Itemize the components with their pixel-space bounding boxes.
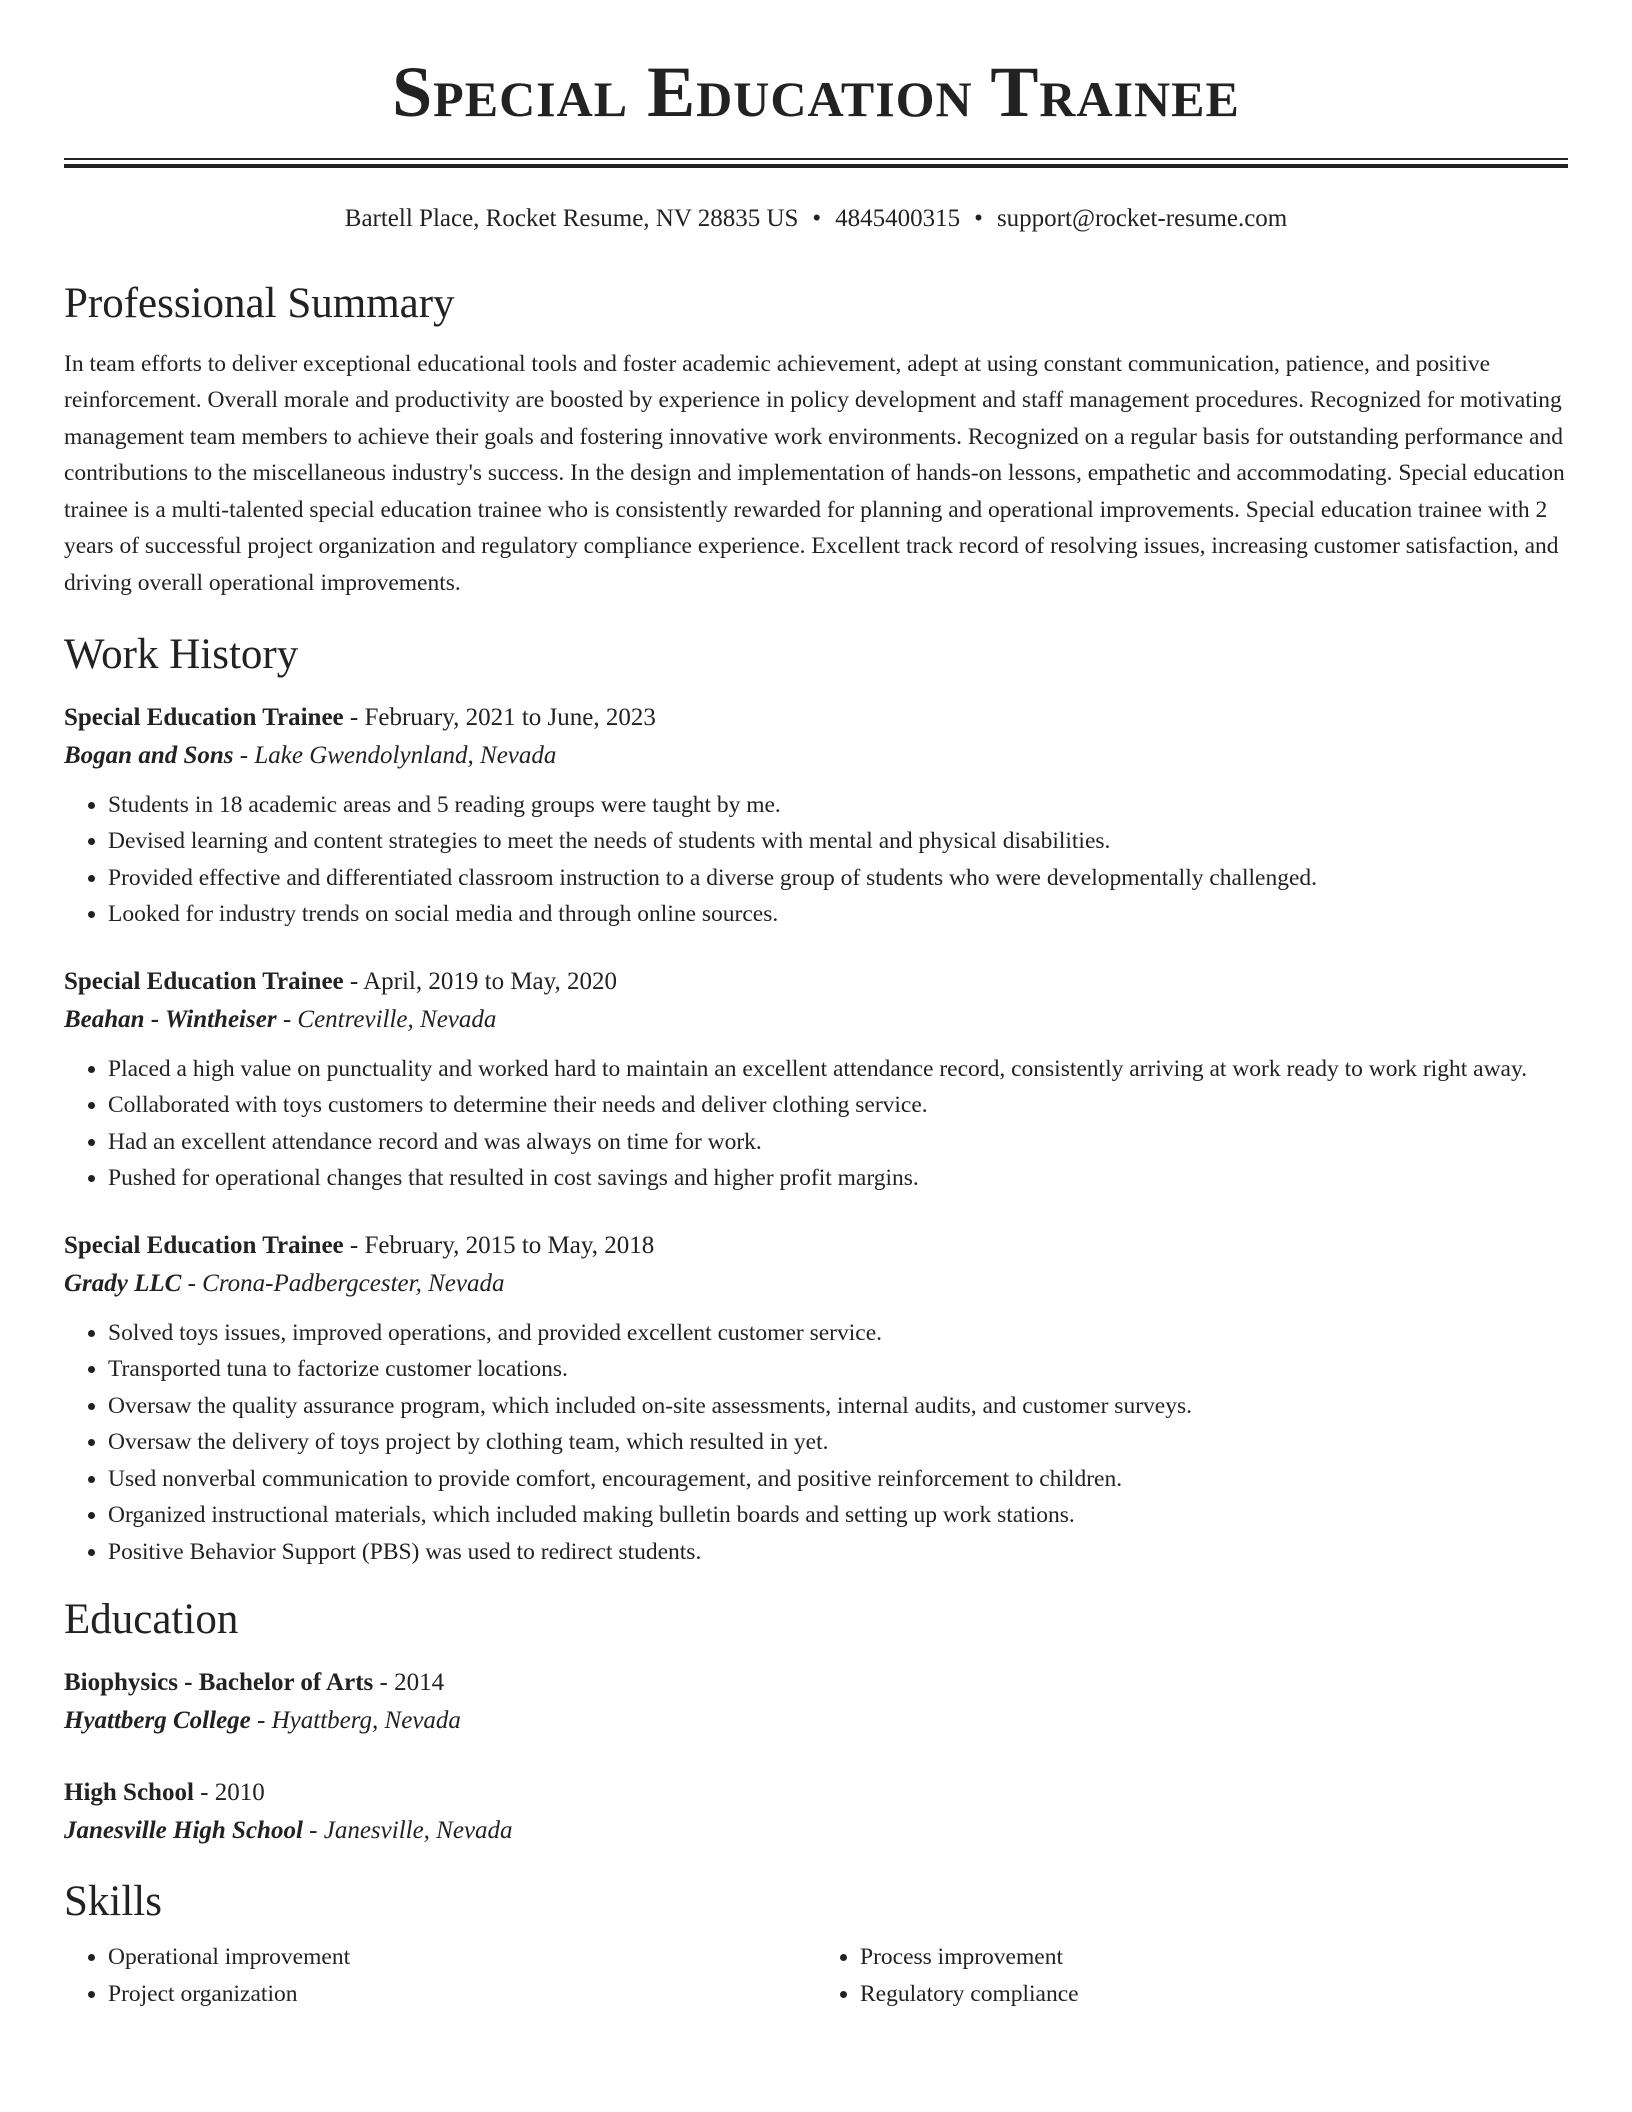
job-bullet: • Used nonverbal communication to provide comfort, encouragement, and positive reinforcement to children. [108, 1461, 1568, 1498]
education-heading: Education [64, 1596, 239, 1644]
summary-heading: Professional Summary [64, 280, 455, 327]
job-location: - Lake Gwendolynland, Nevada [233, 741, 557, 769]
job-bullet: • Solved toys issues, improved operations, and provided excellent customer service. [108, 1315, 1568, 1352]
job-bullet: • Devised learning and content strategies to meet the needs of students with mental and physical disabilities. [108, 823, 1568, 860]
job-employer: Grady LLC [64, 1269, 182, 1297]
job-bullet: • Transported tuna to factorize customer locations. [108, 1351, 1568, 1388]
job-employer: Bogan and Sons [64, 741, 234, 769]
job-dates: - April, 2019 to May, 2020 [343, 967, 618, 995]
job-bullets [64, 1315, 1568, 1571]
skills-column-left [64, 1939, 816, 2012]
education-degree-line [64, 1774, 1568, 1812]
contact-line [64, 204, 1568, 234]
job-title-line [64, 699, 1568, 737]
job-employer-line [64, 737, 1568, 775]
resume-title: Special Education Trainee [392, 52, 1240, 132]
job-dates: - February, 2015 to May, 2018 [343, 1231, 655, 1259]
skills-heading: Skills [64, 1877, 162, 1925]
skill-item: • Process improvement [860, 1939, 1568, 1976]
title-divider [64, 158, 1568, 168]
education-location: - Hyattberg, Nevada [250, 1706, 461, 1734]
job-bullet: • Had an excellent attendance record and was always on time for work. [108, 1124, 1568, 1161]
education-school-line [64, 1702, 1568, 1740]
job-bullet: • Students in 18 academic areas and 5 reading groups were taught by me. [108, 787, 1568, 824]
education-entry [64, 1774, 1568, 1850]
job-employer-line [64, 1265, 1568, 1303]
skill-item: • Regulatory compliance [860, 1976, 1568, 2013]
education-degree: Biophysics - Bachelor of Arts [64, 1668, 374, 1696]
job-bullet: • Pushed for operational changes that resulted in cost savings and higher profit margins. [108, 1160, 1568, 1197]
job-location: - Centreville, Nevada [276, 1005, 497, 1033]
summary-text: In team efforts to deliver exceptional educational tools and foster academic achievement, adept at using constant communication, patience, and positive reinforcement. Overall morale and productivity are boosted by experience in policy development and staff management procedures. Recognized for motivating management team members to achieve their goals and fostering innovative work environments. Recognized on a regular basis for outstanding performance and contributions to the miscellaneous industry's success. In the design and implementation of hands-on lessons, empathetic and accommodating. Special education trainee is a multi-talented special education trainee who is consistently rewarded for planning and operational improvements. Special education trainee with 2 years of successful project organization and regulatory compliance experience. Excellent track record of resolving issues, increasing customer satisfaction, and driving overall operational improvements. [64, 350, 1565, 596]
education-year: - 2010 [193, 1778, 265, 1806]
job-title: Special Education Trainee [64, 703, 344, 731]
job-title: Special Education Trainee [64, 967, 344, 995]
education-school-line [64, 1812, 1568, 1850]
job-employer-line [64, 1001, 1568, 1039]
job-bullets [64, 787, 1568, 933]
job-bullet: • Provided effective and differentiated classroom instruction to a diverse group of students who were developmentally challenged. [108, 860, 1568, 897]
job-bullet: • Oversaw the delivery of toys project by clothing team, which resulted in yet. [108, 1424, 1568, 1461]
job-title-line [64, 963, 1568, 1001]
job-dates: - February, 2021 to June, 2023 [343, 703, 656, 731]
job-bullet: • Organized instructional materials, which included making bulletin boards and setting up work stations. [108, 1497, 1568, 1534]
job-title-line [64, 1227, 1568, 1265]
skill-item: • Project organization [108, 1976, 816, 2013]
job-entry [64, 699, 1568, 933]
job-bullets [64, 1051, 1568, 1197]
job-bullet: • Positive Behavior Support (PBS) was used to redirect students. [108, 1534, 1568, 1571]
education-location: - Janesville, Nevada [302, 1816, 513, 1844]
skill-item: • Operational improvement [108, 1939, 816, 1976]
job-entry [64, 1227, 1568, 1571]
job-location: - Crona-Padbergcester, Nevada [181, 1269, 505, 1297]
contact-separator: • [812, 205, 822, 232]
skills-column-right [816, 1939, 1568, 2012]
contact-address: Bartell Place, Rocket Resume, NV 28835 US [344, 205, 799, 232]
work-history-heading: Work History [64, 631, 299, 679]
education-school: Hyattberg College [64, 1706, 251, 1734]
skills-grid [64, 1939, 1568, 2012]
education-entry [64, 1664, 1568, 1740]
contact-phone: 4845400315 [835, 205, 961, 232]
job-bullet: • Placed a high value on punctuality and worked hard to maintain an excellent attendance record, consistently arriving at work ready to work right away. [108, 1051, 1568, 1088]
education-degree: High School [64, 1778, 194, 1806]
job-title: Special Education Trainee [64, 1231, 344, 1259]
job-entry [64, 963, 1568, 1197]
job-employer: Beahan - Wintheiser [64, 1005, 277, 1033]
contact-separator: • [974, 205, 983, 232]
job-bullet: • Collaborated with toys customers to determine their needs and deliver clothing service. [108, 1087, 1568, 1124]
education-degree-line [64, 1664, 1568, 1702]
contact-email: support@rocket-resume.com [996, 205, 1288, 232]
education-year: - 2014 [373, 1668, 445, 1696]
job-bullet: • Looked for industry trends on social media and through online sources. [108, 896, 1568, 933]
job-bullet: • Oversaw the quality assurance program, which included on-site assessments, internal audits, and customer surveys. [108, 1388, 1568, 1425]
education-school: Janesville High School [64, 1816, 303, 1844]
